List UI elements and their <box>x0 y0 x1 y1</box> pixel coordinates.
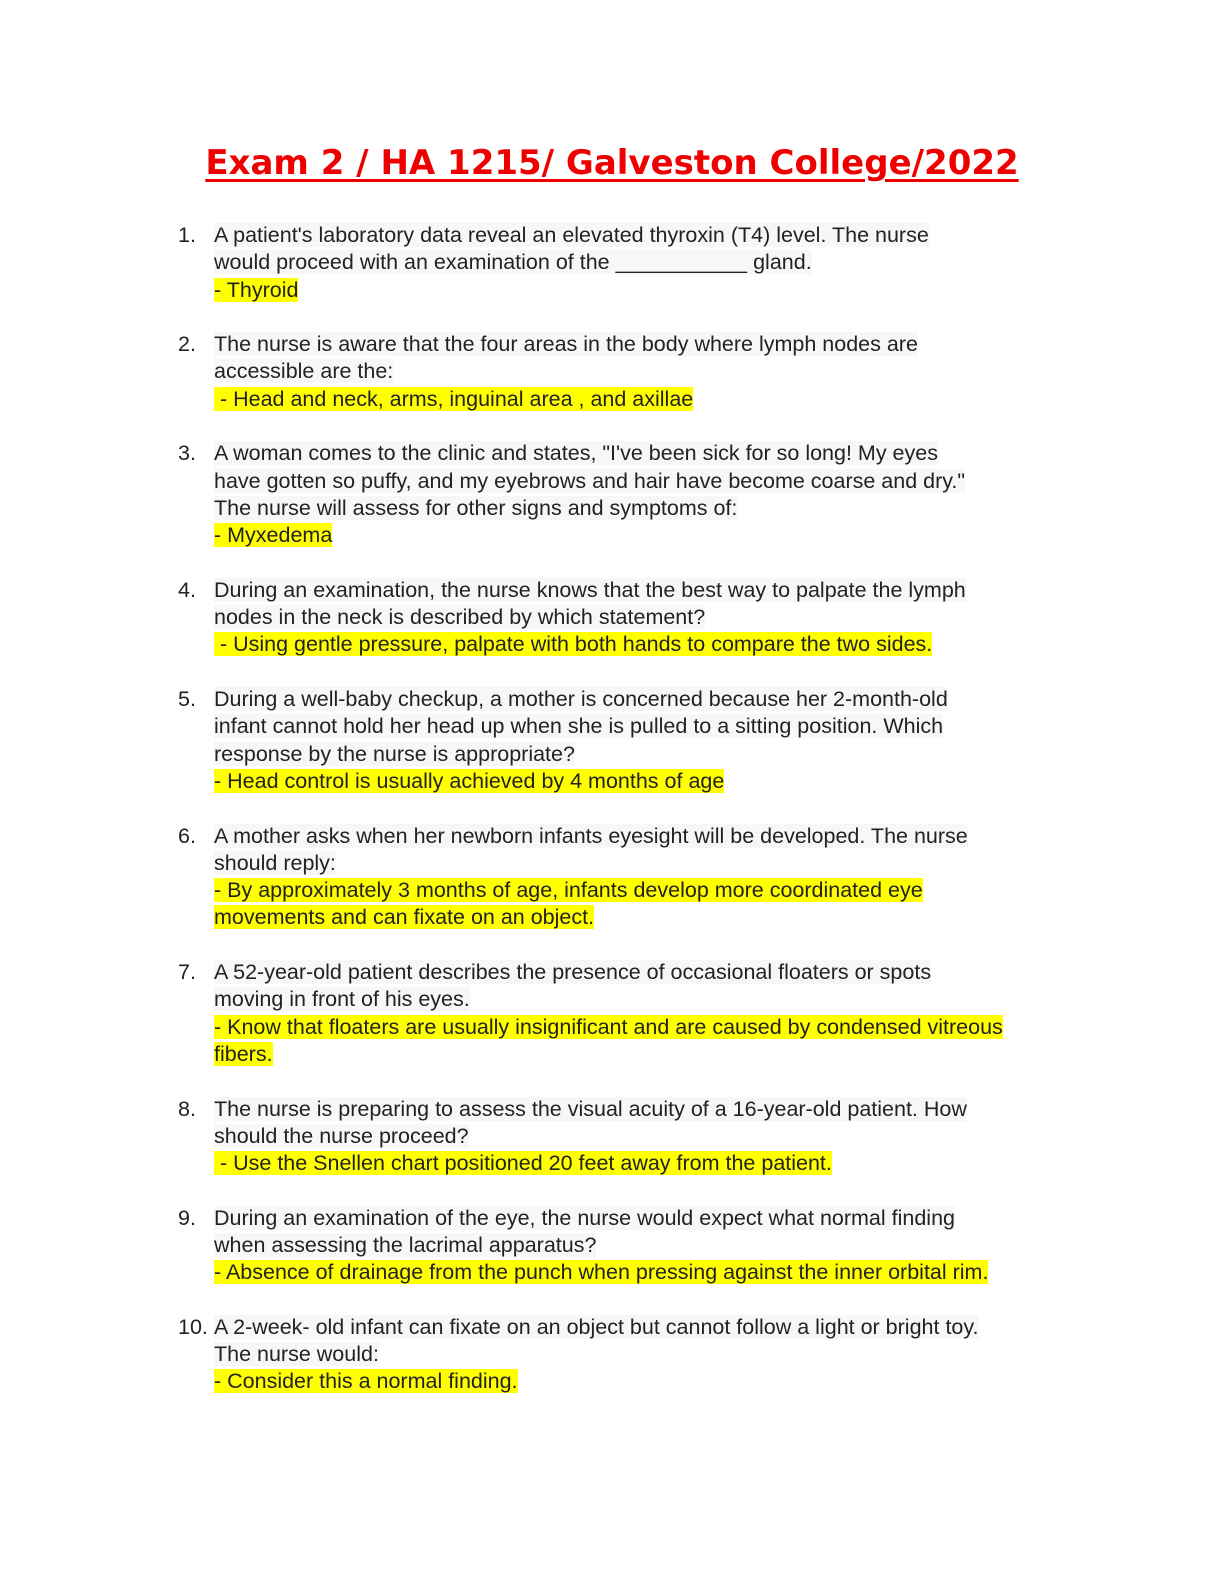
question-list <box>178 222 1078 1423</box>
answer <box>214 277 1078 304</box>
question-item <box>178 823 1078 932</box>
question-line: During a well-baby checkup, a mother is concerned because her 2-month-old <box>214 687 948 712</box>
question-line: The nurse is preparing to assess the visual acuity of a 16-year-old patient. How <box>214 1096 967 1121</box>
answer <box>214 768 1078 795</box>
question-line: infant cannot hold her head up when she is pulled to a sitting position. Which <box>214 714 944 739</box>
question-item <box>178 440 1078 549</box>
question-text <box>214 1314 1078 1369</box>
question-number: 9. <box>178 1205 196 1230</box>
question-line: The nurse is aware that the four areas in the body where lymph nodes are <box>214 332 918 357</box>
question-line: A 2-week- old infant can fixate on an object but cannot follow a light or bright toy. <box>214 1314 979 1339</box>
question-line: A patient's laboratory data reveal an elevated thyroxin (T4) level. The nurse <box>214 223 929 247</box>
question-item <box>178 959 1078 1068</box>
answer <box>214 1150 1078 1177</box>
question-line: moving in front of his eyes. <box>214 987 470 1012</box>
answer <box>214 386 1078 413</box>
question-line: response by the nurse is appropriate? <box>214 741 575 766</box>
question-line: The nurse will assess for other signs and symptoms of: <box>214 495 738 520</box>
answer-highlight: - Head control is usually achieved by 4 months of age <box>214 768 725 793</box>
question-line: A 52-year-old patient describes the presence of occasional floaters or spots <box>214 960 932 985</box>
question-number: 7. <box>178 960 196 985</box>
question-number: 8. <box>178 1096 196 1121</box>
question-line: A woman comes to the clinic and states, "I've been sick for so long! My eyes <box>214 441 938 466</box>
question-line: would proceed with an examination of the ___________ gland. <box>214 250 812 275</box>
question-number: 10. <box>178 1314 208 1339</box>
question-line: The nurse would: <box>214 1342 379 1367</box>
question-number: 2. <box>178 332 196 357</box>
question-number: 3. <box>178 441 196 466</box>
question-item <box>178 1096 1078 1178</box>
answer-highlight: - Myxedema <box>214 523 333 548</box>
question-line: when assessing the lacrimal apparatus? <box>214 1232 597 1257</box>
question-line: should reply: <box>214 850 336 875</box>
answer <box>214 877 1014 932</box>
question-item <box>178 222 1078 304</box>
question-line: During an examination, the nurse knows that the best way to palpate the lymph <box>214 577 966 602</box>
answer <box>214 631 1078 658</box>
answer-highlight: - Use the Snellen chart positioned 20 feet away from the patient. <box>214 1151 832 1176</box>
question-line: A mother asks when her newborn infants eyesight will be developed. The nurse <box>214 823 968 848</box>
question-line: accessible are the: <box>214 359 394 384</box>
question-item <box>178 1314 1078 1396</box>
question-text <box>214 577 1078 632</box>
page-title: Exam 2 / HA 1215/ Galveston College/2022 <box>205 143 1019 183</box>
question-text <box>214 331 1078 386</box>
answer-highlight: - Absence of drainage from the punch when pressing against the inner orbital rim. <box>214 1260 989 1285</box>
question-item <box>178 1205 1078 1287</box>
question-item <box>178 577 1078 659</box>
question-line: nodes in the neck is described by which statement? <box>214 605 706 630</box>
answer <box>214 1259 1034 1286</box>
question-number: 6. <box>178 823 196 848</box>
answer <box>214 522 1078 549</box>
question-text <box>214 1096 1078 1151</box>
question-text <box>214 440 1078 522</box>
answer-highlight: - By approximately 3 months of age, infants develop more coordinated eye movements and can fixate on an object. <box>214 878 923 930</box>
answer-highlight: - Using gentle pressure, palpate with both hands to compare the two sides. <box>214 632 933 657</box>
question-text <box>214 1205 1078 1260</box>
question-text <box>214 959 1078 1014</box>
answer <box>214 1368 1078 1395</box>
question-number: 4. <box>178 577 196 602</box>
question-text <box>214 222 1078 277</box>
answer <box>214 1014 1014 1069</box>
question-line: During an examination of the eye, the nurse would expect what normal finding <box>214 1205 955 1230</box>
question-number: 1. <box>178 223 196 247</box>
question-line: have gotten so puffy, and my eyebrows and hair have become coarse and dry." <box>214 468 966 493</box>
question-item <box>178 331 1078 413</box>
answer-highlight: - Know that floaters are usually insignificant and are caused by condensed vitreous fibers. <box>214 1014 1003 1066</box>
question-text <box>214 823 1078 878</box>
answer-highlight: - Head and neck, arms, inguinal area , and axillae <box>214 386 694 411</box>
question-item <box>178 686 1078 795</box>
answer-highlight: - Thyroid <box>214 277 299 302</box>
question-text <box>214 686 1078 768</box>
question-line: should the nurse proceed? <box>214 1123 469 1148</box>
answer-highlight: - Consider this a normal finding. <box>214 1369 518 1394</box>
question-number: 5. <box>178 687 196 712</box>
